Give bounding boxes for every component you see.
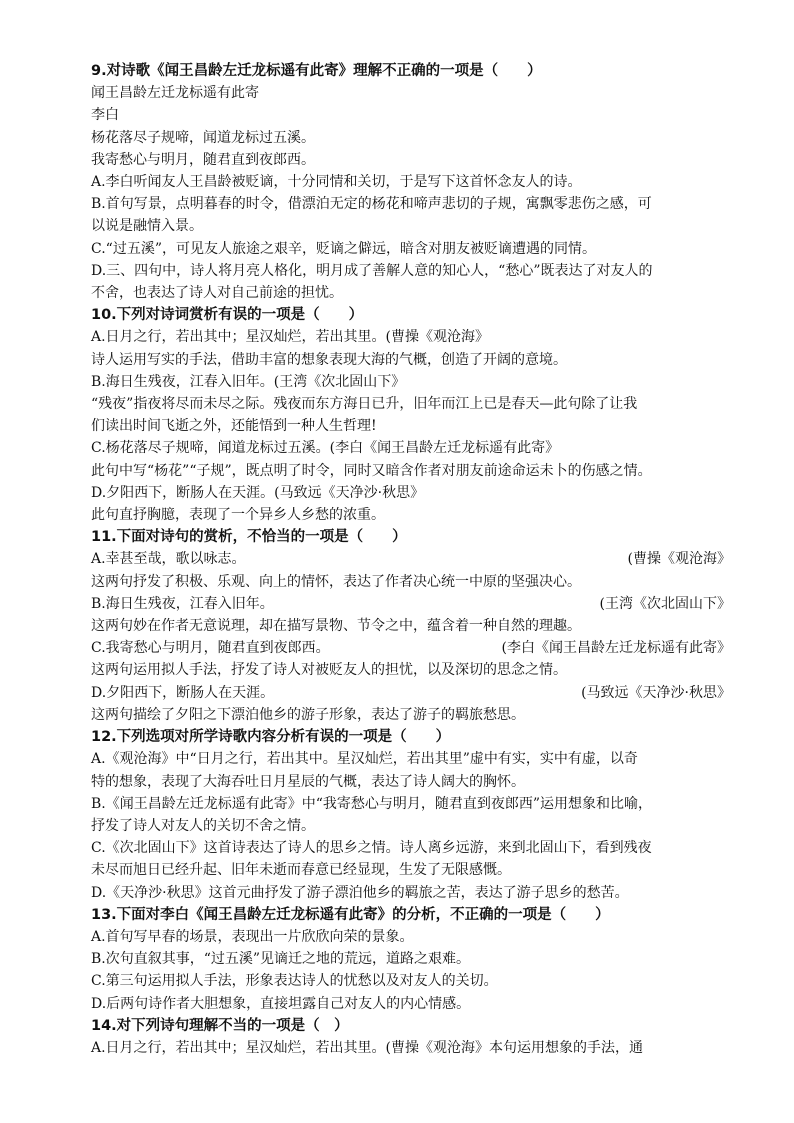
option-a: A.首句写早春的场景，表现出一片欣欣向荣的景象。 xyxy=(91,928,414,945)
option-d-note: 这两句描绘了夕阳之下漂泊他乡的游子形象，表达了游子的羁旅愁思。 xyxy=(91,706,525,723)
option-a: A.《观沧海》中“日月之行，若出其中。星汉灿烂，若出其里”虚中有实，实中有虚，以奇 xyxy=(91,751,638,768)
question-10-title: 10.下列对诗词赏析有误的一项是（ ） xyxy=(91,307,364,324)
option-b-note: 这两句妙在作者无意说理，却在描写景物、节令之中，蕴含着一种自然的理趣。 xyxy=(91,618,581,635)
option-a: A.日月之行，若出其中；星汉灿烂，若出其里。(曹操《观沧海》 xyxy=(91,329,490,346)
question-14 xyxy=(91,1015,739,1059)
option-a-cont: 特的想象，表现了大海吞吐日月星辰的气概，表达了诗人阔大的胸怀。 xyxy=(91,773,525,790)
question-12 xyxy=(91,726,739,904)
option-a: A.日月之行，若出其中；星汉灿烂，若出其里。(曹操《观沧海》本句运用想象的手法，通 xyxy=(91,1039,644,1056)
option-c: C.《次北固山下》这首诗表达了诗人的思乡之情。诗人离乡远游，来到北固山下，看到残夜 xyxy=(91,840,652,857)
option-c-note: 这两句运用拟人手法，抒发了诗人对被贬友人的担忧，以及深切的思念之情。 xyxy=(91,662,567,679)
option-d-note: 此句直抒胸臆，表现了一个异乡人乡愁的浓重。 xyxy=(91,507,385,524)
question-11-title: 11.下面对诗句的赏析，不恰当的一项是（ ） xyxy=(91,529,407,546)
option-b: B.首句写景，点明暮春的时令，借漂泊无定的杨花和啼声悲切的子规，寓飘零悲伤之感，可 xyxy=(91,196,652,213)
question-13 xyxy=(91,904,739,1015)
option-b-source: (王湾《次北固山下》 xyxy=(599,595,731,612)
option-d: D.《天净沙·秋思》这首元曲抒发了游子漂泊他乡的羁旅之苦，表达了游子思乡的愁苦。 xyxy=(91,884,629,901)
question-13-title: 13.下面对李白《闻王昌龄左迁龙标遥有此寄》的分析，不正确的一项是（ ） xyxy=(91,906,610,923)
poem-line: 杨花落尽子规啼，闻道龙标过五溪。 xyxy=(91,129,315,146)
option-b-cont: 抒发了诗人对友人的关切不舍之情。 xyxy=(91,817,315,834)
option-a-source: (曹操《观沧海》 xyxy=(627,551,731,568)
question-14-title: 14.对下列诗句理解不当的一项是（ ） xyxy=(91,1017,349,1034)
option-d: D.后两句诗作者大胆想象，直接坦露自己对友人的内心情感。 xyxy=(91,995,471,1012)
option-b: B.海日生残夜，江春入旧年。(王湾《次北固山下》 xyxy=(91,373,406,390)
option-c: C.“过五溪”，可见友人旅途之艰辛，贬谪之僻远，暗含对朋友被贬谪遭遇的同情。 xyxy=(91,240,596,257)
poem-title: 闻王昌龄左迁龙标遥有此寄 xyxy=(91,85,259,102)
option-c: C.第三句运用拟人手法，形象表达诗人的忧愁以及对友人的关切。 xyxy=(91,973,498,990)
option-d: D.三、四句中，诗人将月亮人格化，明月成了善解人意的知心人，“愁心”既表达了对友人的 xyxy=(91,262,653,279)
option-a-note: 诗人运用写实的手法，借助丰富的想象表现大海的气概，创造了开阔的意境。 xyxy=(91,351,567,368)
option-d-text: D.夕阳西下，断肠人在天涯。 xyxy=(91,684,275,701)
option-d-cont: 不舍，也表达了诗人对自己前途的担忧。 xyxy=(91,285,343,302)
option-a-text: A.幸甚至哉，歌以咏志。 xyxy=(91,551,246,568)
option-d xyxy=(91,682,739,704)
option-c-note: 此句中写“杨花”“子规”，既点明了时令，同时又暗含作者对朋友前途命运未卜的伤感之情。 xyxy=(91,462,652,479)
option-d-source: (马致远《天净沙·秋思》 xyxy=(581,684,731,701)
option-c-text: C.我寄愁心与明月，随君直到夜郎西。 xyxy=(91,640,330,657)
option-b-note: “残夜”指夜将尽而未尽之际。残夜而东方海日已升，旧年而江上已是春天—此句除了让我 xyxy=(91,396,638,413)
option-b-note-cont: 们读出时间飞逝之外，还能悟到一种人生哲理! xyxy=(91,418,377,435)
option-a xyxy=(91,548,739,570)
option-c-source: (李白《闻王昌龄左迁龙标遥有此寄》 xyxy=(501,640,731,657)
question-9 xyxy=(91,60,739,304)
option-b: B.次句直叙其事，“过五溪”见谪迁之地的荒远，道路之艰难。 xyxy=(91,951,471,968)
question-9-title: 9.对诗歌《闻王昌龄左迁龙标遥有此寄》理解不正确的一项是（ ） xyxy=(91,63,542,79)
option-a: A.李白听闻友人王昌龄被贬谪，十分同情和关切，于是写下这首怀念友人的诗。 xyxy=(91,174,582,191)
option-c xyxy=(91,637,739,659)
poem-line: 我寄愁心与明月，随君直到夜郎西。 xyxy=(91,151,315,168)
option-b-text: B.海日生残夜，江春入旧年。 xyxy=(91,595,274,612)
option-b xyxy=(91,593,739,615)
option-b: B.《闻王昌龄左迁龙标遥有此寄》中“我寄愁心与明月，随君直到夜郎西”运用想象和比喻， xyxy=(91,795,653,812)
option-b-cont: 以说是融情入景。 xyxy=(91,218,203,235)
poem-author: 李白 xyxy=(91,107,119,124)
question-11 xyxy=(91,526,739,726)
option-a-note: 这两句抒发了积极、乐观、向上的情怀，表达了作者决心统一中原的坚强决心。 xyxy=(91,573,581,590)
worksheet-page xyxy=(91,60,739,1059)
question-12-title: 12.下列选项对所学诗歌内容分析有误的一项是（ ） xyxy=(91,729,451,746)
question-10 xyxy=(91,304,739,526)
option-c-cont: 未尽而旭日已经升起、旧年未逝而春意已经显现，生发了无限感慨。 xyxy=(91,862,511,879)
option-c: C.杨花落尽子规啼，闻道龙标过五溪。(李白《闻王昌龄左迁龙标遥有此寄》 xyxy=(91,440,560,457)
option-d: D.夕阳西下，断肠人在天涯。(马致远《天净沙·秋思》 xyxy=(91,484,425,501)
